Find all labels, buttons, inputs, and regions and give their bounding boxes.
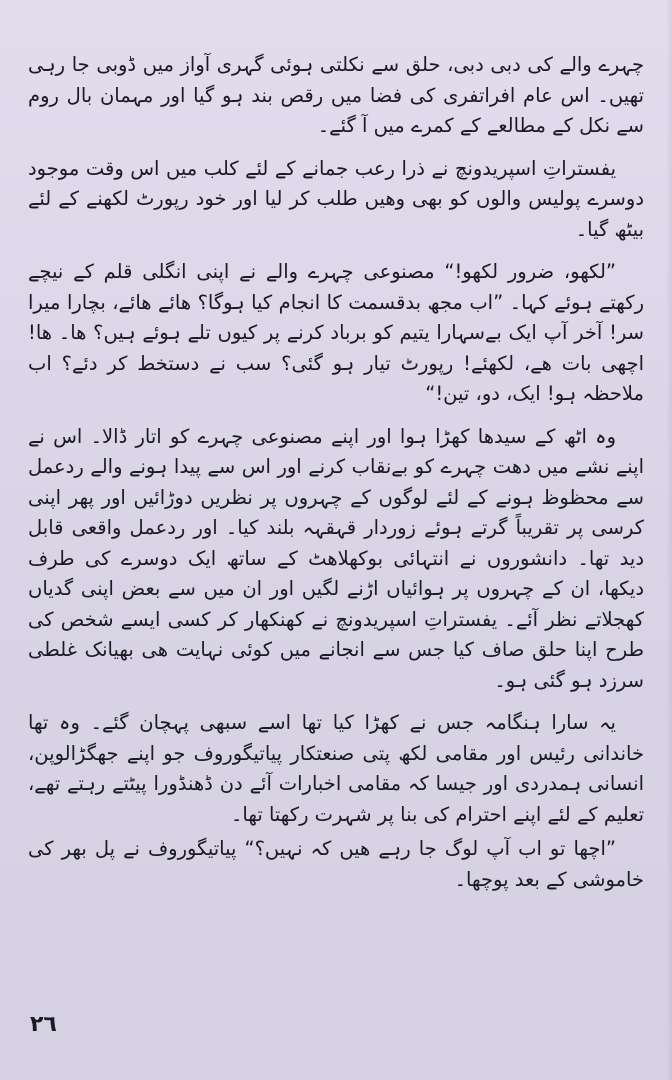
page-body-text [28,50,644,907]
paragraph: ”لکھو، ضرور لکھو!“ مصنوعی چہرے والے نے اپنی انگلی قلم کے نیچے رکھتے ہوئے کہا۔ ”اب مجھ بدقسمت کا انجام کیا ہوگا؟ ھائے ھائے، بچارا میرا سر! آخر آپ ایک بےسہارا یتیم کو برباد کرنے پر کیوں تلے ہوئے ہیں؟ ھا۔ ھا! اچھی بات ھے، لکھئے! رپورٹ تیار ہو گئی؟ سب نے دستخط کر دئے؟ اب ملاحظہ ہو! ایک، دو، تین!“ [28,260,644,405]
paragraph: یہ سارا ہنگامہ جس نے کھڑا کیا تھا اسے سبھی پہچان گئے۔ وہ تھا خاندانی رئیس اور مقامی لکھ پتی صنعتکار پیاتیگوروف جو اپنے جھگڑالوپن، انسانی ہمدردی اور جیسا کہ مقامی اخبارات آئے دن ڈھنڈورا پیٹتے رہتے تھے، تعلیم کے لئے اپنے احترام کی بنا پر شہرت رکھتا تھا۔ [28,711,644,826]
paragraph: یفستراتِ اسپریدونچ نے ذرا رعب جمانے کے لئے کلب میں اس وقت موجود دوسرے پولیس والوں کو بھی وھیں طلب کر لیا اور خود رپورٹ لکھنے کے لئے بیٹھ گیا۔ [28,156,644,241]
paragraph: وہ اٹھ کے سیدھا کھڑا ہوا اور اپنے مصنوعی چہرے کو اتار ڈالا۔ اس نے اپنے نشے میں دھت چہرے کو بےنقاب کرنے اور اس سے پیدا ہونے والے ردعمل سے محظوظ ہونے کے لئے لوگوں کے چہروں پر نظریں دوڑائیں اور پھر اپنی کرسی پر تقریباً گرتے ہوئے زوردار قہقہہ بلند کیا۔ اور ردعمل واقعی قابل دید تھا۔ دانشوروں نے انتہائی بوکھلاھٹ کے ساتھ ایک دوسرے کی طرف دیکھا، ان کے چہروں پر ہوائیاں اڑنے لگیں اور ان میں سے بعض اپنی گدیاں کھجلاتے نظر آئے۔ یفستراتِ اسپریدونچ نے کھنکھار کر کسی ایسے شخص کی طرح اپنا حلق صاف کیا جس سے انجانے میں کوئی نہایت ھی بھیانک غلطی سرزد ہو گئی ہو۔ [28,424,644,692]
page-edge-shadow [666,0,672,1080]
page-number: ٢٦ [30,1012,57,1037]
paragraph: ”اچھا تو اب آپ لوگ جا رہے ھیں کہ نہیں؟“ پیاتیگوروف نے پل بھر کی خاموشی کے بعد پوچھا۔ [28,837,644,891]
paragraph: چہرے والے کی دبی دبی، حلق سے نکلتی ہوئی گہری آواز میں ڈوبی جا رہی تھیں۔ اس عام افراتفری کی فضا میں رقص بند ہو گیا اور مہمان بال روم سے نکل کے مطالعے کے کمرے میں آ گئے۔ [28,53,644,137]
